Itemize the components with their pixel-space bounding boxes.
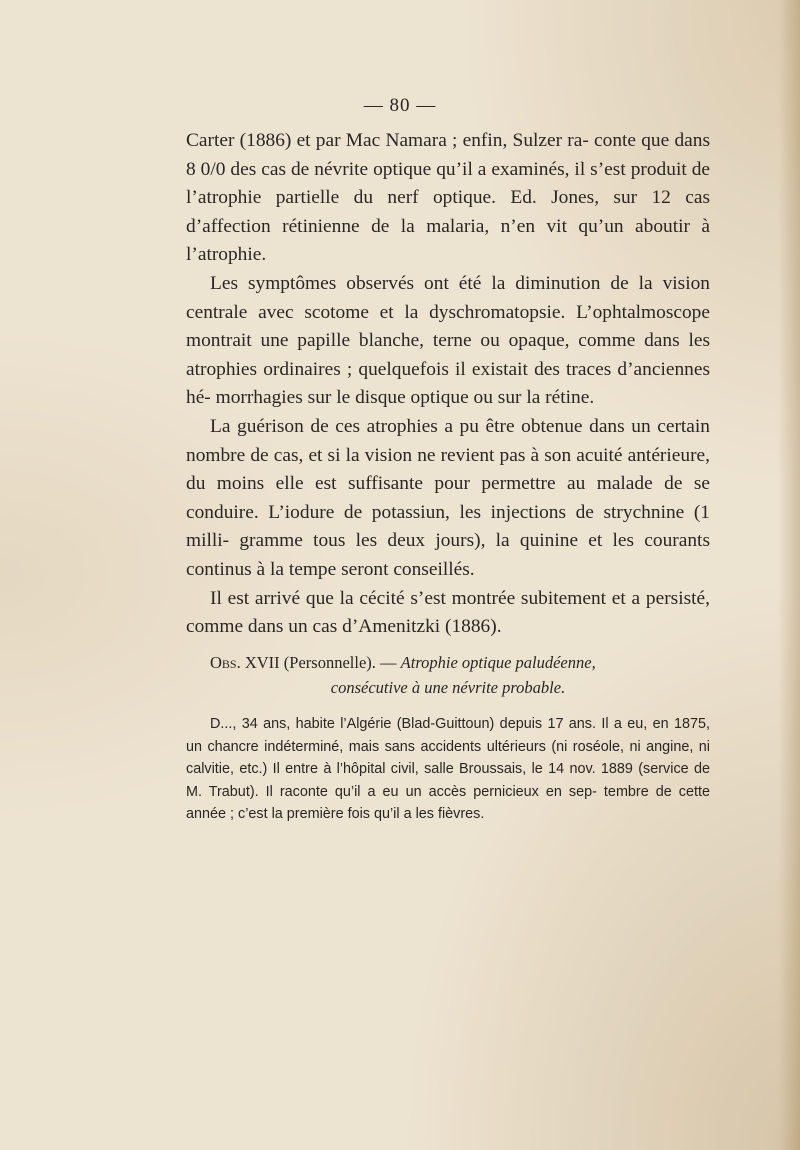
page-edge-shadow [778,0,800,1150]
paragraph-4: Il est arrivé que la cécité s’est montrée subitement et a persisté, comme dans un cas d’Amenitzki (1886). [186,587,710,638]
paragraph-1: Carter (1886) et par Mac Namara ; enfin, Sulzer ra- conte que dans 8 0/0 des cas de névrite optique qu’il a examinés, il s’est produit de l’atrophie partielle du nerf optique. Ed. Jones, sur 12 cas d’affection rétinienne de la malaria, n’en vit qu’un aboutir à l’atrophie. [186,130,710,266]
observation-title: Atrophie optique paludéenne, [400,653,596,672]
main-text [186,127,710,642]
page-number: — 80 — [363,95,437,116]
paragraph-3: La guérison de ces atrophies a pu être obtenue dans un certain nombre de cas, et si la vision ne revient pas à son acuité antérieure, du moins elle est suffisante pour permettre au malade de se conduire. L’iodure de potassiun, les injections de strychnine (1 milli- gramme tous les deux jours), la quinine et les courants continus à la tempe seront conseillés. [186,415,710,580]
observation-label: Obs. XVII [210,653,280,672]
observation-source: (Personnelle). — [279,653,401,672]
observation-body: D..., 34 ans, habite l’Algérie (Blad-Guittoun) depuis 17 ans. Il a eu, en 1875, un chancre indéterminé, mais sans accidents ultérieurs (ni roséole, ni angine, ni calvitie, etc.) Il entre à l’hôpital civil, salle Broussais, le 14 nov. 1889 (service de M. Trabut). Il raconte qu’il a eu un accès pernicieux en sep- tembre de cette année ; c’est la première fois qu’il a les fièvres. [186,716,710,823]
observation-heading [186,651,710,676]
paragraph-2: Les symptômes observés ont été la diminution de la vision centrale avec scotome et la dyschromatopsie. L’ophtalmoscope montrait une papille blanche, terne ou opaque, comme dans les atrophies ordinaires ; quelquefois il existait des traces d’anciennes hé- morrhagies sur le disque optique ou sur la rétine. [186,272,710,409]
observation-section [186,651,710,826]
observation-subtitle: consécutive à une névrite probable. [330,677,566,697]
